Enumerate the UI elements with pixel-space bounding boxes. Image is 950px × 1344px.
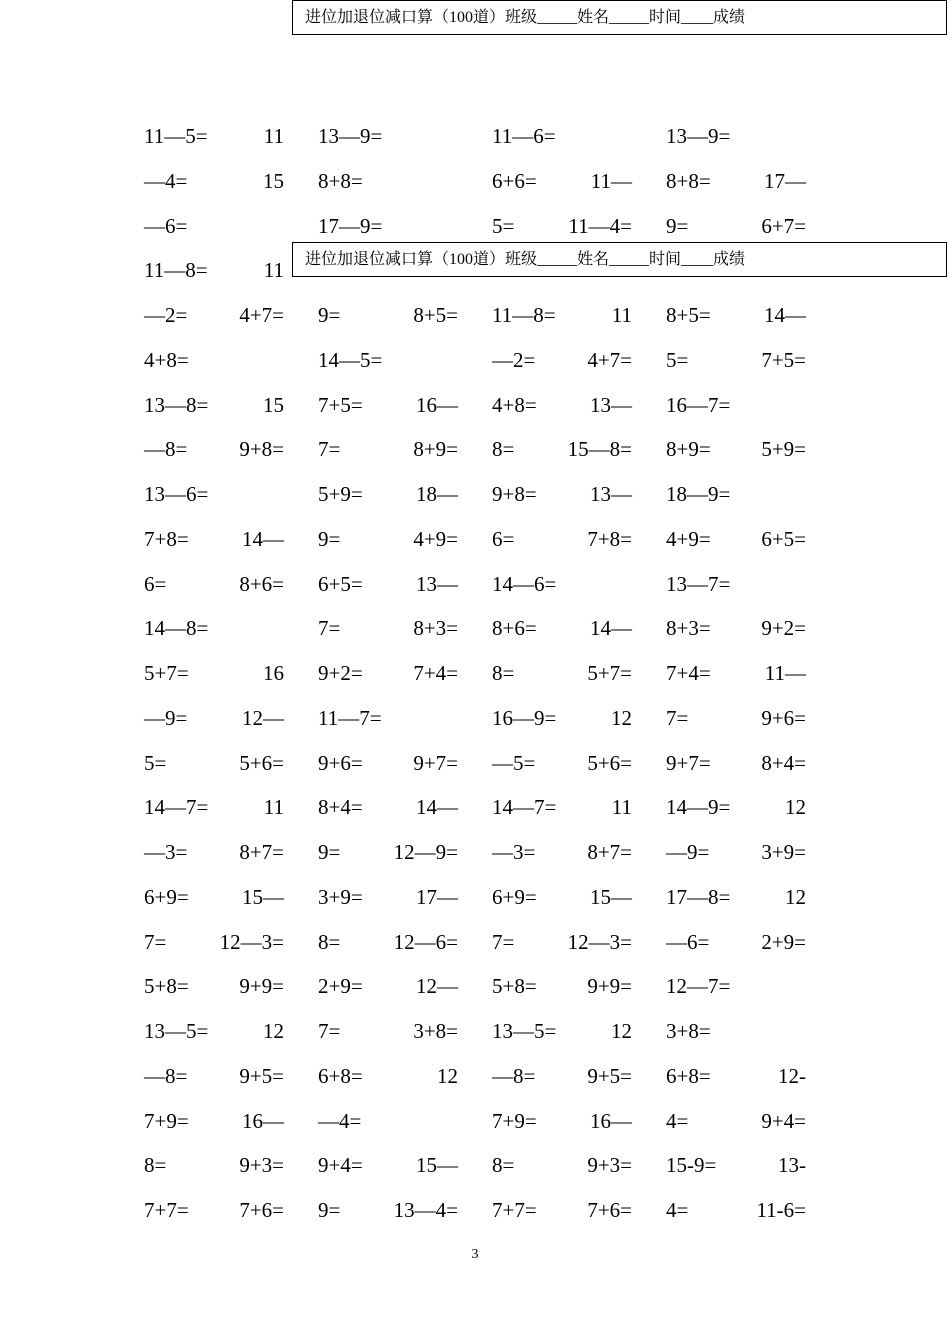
problem-cell: 12-	[778, 1063, 806, 1088]
problem-cell: 8=	[492, 661, 515, 685]
problem-cell: 4=	[666, 1198, 689, 1222]
problem-cell: 13—	[590, 482, 632, 506]
problem-cell: 16—	[242, 1108, 284, 1133]
worksheet-header-top: 进位加退位减口算（100道）班级_____姓名_____时间____成绩	[292, 0, 947, 35]
problem-cell: 9=	[666, 213, 689, 238]
problem-cell: 7+7=	[492, 1198, 537, 1222]
problem-cell: 4+9=	[666, 526, 711, 551]
problem-cell: 11—	[764, 661, 806, 685]
problem-cell: 9+2=	[318, 661, 363, 685]
problem-cell: 15—	[416, 1153, 458, 1178]
problem-cell: 9=	[318, 840, 341, 864]
problem-cell: 9+2=	[761, 616, 806, 641]
problem-row	[144, 785, 814, 830]
problem-cell: 12	[611, 705, 632, 730]
problem-cell: —9=	[666, 840, 710, 864]
problem-cell: 8+5=	[413, 303, 458, 327]
problem-cell: 17—8=	[666, 884, 731, 909]
problem-cell: 9=	[318, 1198, 341, 1222]
problem-cell: 9+7=	[666, 750, 711, 775]
problem-cell: 9+8=	[492, 482, 537, 506]
problem-cell: 8+8=	[318, 168, 363, 193]
problem-cell: —8=	[144, 437, 188, 462]
problem-cell: 12—7=	[666, 974, 731, 999]
problem-cell: 7=	[144, 929, 167, 954]
problem-cell: 17—9=	[318, 213, 383, 238]
problem-cell: 16—	[590, 1108, 632, 1133]
problem-cell: 11—	[590, 168, 632, 193]
worksheet-header-overlay: 进位加退位减口算（100道）班级_____姓名_____时间____成绩	[292, 242, 947, 277]
problem-cell: —4=	[318, 1108, 362, 1133]
problem-row	[144, 920, 814, 965]
problem-cell: 5+9=	[761, 437, 806, 462]
problem-cell: 4=	[666, 1108, 689, 1133]
problem-cell: 12—3=	[567, 929, 632, 954]
problem-row	[144, 383, 814, 428]
problem-cell: 9+6=	[318, 750, 363, 775]
problem-row	[144, 1009, 814, 1054]
problem-cell: 7+4=	[666, 661, 711, 685]
problem-cell: —9=	[144, 705, 188, 730]
problem-cell: 13—4=	[393, 1198, 458, 1222]
problem-cell: 17—	[764, 168, 806, 193]
problem-cell: 12—	[242, 705, 284, 730]
problem-cell: 8+9=	[666, 437, 711, 462]
problem-cell: 11	[611, 795, 632, 820]
problem-cell: 12—3=	[219, 929, 284, 954]
problem-cell: 13—	[590, 392, 632, 417]
problem-cell: 16—7=	[666, 392, 731, 417]
problem-row	[144, 114, 814, 159]
problem-cell: 12	[437, 1063, 458, 1088]
problem-row	[144, 517, 814, 562]
problem-cell: 7+8=	[144, 526, 189, 551]
problem-cell: 11—6=	[492, 124, 556, 148]
problem-cell: 6+8=	[666, 1063, 711, 1088]
problem-cell: 12	[785, 884, 806, 909]
problem-cell: 11—8=	[492, 303, 556, 327]
problem-row	[144, 1188, 814, 1233]
problem-cell: 7+7=	[144, 1198, 189, 1222]
problem-cell: 9+7=	[413, 750, 458, 775]
problem-cell: 14—7=	[492, 795, 557, 820]
problem-cell: —5=	[492, 750, 536, 775]
problem-cell: 14—	[764, 303, 806, 327]
problem-cell: 12	[263, 1019, 284, 1043]
problem-cell: 14—7=	[144, 795, 209, 820]
problem-cell: 15-9=	[666, 1153, 717, 1178]
problem-cell: 5=	[492, 213, 515, 238]
problem-cell: 15	[263, 392, 284, 417]
problem-cell: 14—	[416, 795, 458, 820]
problem-cell: 6+7=	[761, 213, 806, 238]
problem-cell: 7=	[666, 705, 689, 730]
problem-cell: 18—9=	[666, 482, 731, 506]
problem-cell: 11—7=	[318, 705, 382, 730]
problem-cell: 13—5=	[492, 1019, 557, 1043]
problem-cell: 13—	[416, 571, 458, 596]
problem-cell: 6+9=	[144, 884, 189, 909]
problem-cell: —6=	[144, 213, 188, 238]
problem-cell: 9+5=	[239, 1063, 284, 1088]
problem-cell: 14—9=	[666, 795, 731, 820]
problem-row	[144, 159, 814, 204]
problem-cell: 8+7=	[239, 840, 284, 864]
problem-cell: 4+7=	[587, 347, 632, 372]
problem-cell: 5+8=	[144, 974, 189, 999]
problem-row	[144, 427, 814, 472]
problem-cell: 5+8=	[492, 974, 537, 999]
problem-cell: 11	[611, 303, 632, 327]
problem-cell: 14—	[242, 526, 284, 551]
problem-row	[144, 875, 814, 920]
problem-cell: 8+3=	[666, 616, 711, 641]
problem-cell: 6+5=	[761, 526, 806, 551]
problem-row	[144, 562, 814, 607]
problem-cell: 7=	[318, 1019, 341, 1043]
problem-cell: 11	[263, 258, 284, 283]
problem-row	[144, 741, 814, 786]
problem-cell: 9+9=	[239, 974, 284, 999]
problem-cell: —4=	[144, 168, 188, 193]
problem-row	[144, 964, 814, 1009]
problem-cell: 8+4=	[761, 750, 806, 775]
problem-cell: 4+8=	[492, 392, 537, 417]
problem-cell: 5+7=	[587, 661, 632, 685]
problem-row	[144, 472, 814, 517]
problem-cell: 13—5=	[144, 1019, 209, 1043]
problem-cell: 4+8=	[144, 347, 189, 372]
problem-cell: 8=	[492, 1153, 515, 1178]
problem-cell: 13—7=	[666, 571, 731, 596]
problem-cell: —2=	[492, 347, 536, 372]
problem-cell: 7+4=	[413, 661, 458, 685]
problem-cell: 7+9=	[492, 1108, 537, 1133]
problem-cell: 13-	[778, 1153, 806, 1178]
problem-cell: 8+9=	[413, 437, 458, 462]
problem-cell: 14—8=	[144, 616, 209, 641]
problem-cell: 9+4=	[761, 1108, 806, 1133]
problem-cell: —8=	[492, 1063, 536, 1088]
problem-cell: 15—8=	[567, 437, 632, 462]
problem-cell: 2+9=	[318, 974, 363, 999]
arithmetic-problem-grid	[144, 114, 814, 1233]
problem-cell: 16—	[416, 392, 458, 417]
problem-cell: 9=	[318, 526, 341, 551]
problem-cell: 7+6=	[587, 1198, 632, 1222]
problem-cell: 9+3=	[239, 1153, 284, 1178]
problem-cell: 7=	[318, 616, 341, 641]
problem-cell: 8+6=	[239, 571, 284, 596]
problem-cell: 3+8=	[666, 1019, 711, 1043]
problem-cell: 12	[785, 795, 806, 820]
problem-cell: 6+5=	[318, 571, 363, 596]
problem-cell: 12	[611, 1019, 632, 1043]
problem-cell: 12—	[416, 974, 458, 999]
problem-cell: 8+5=	[666, 303, 711, 327]
problem-cell: 5+7=	[144, 661, 189, 685]
problem-cell: 5=	[666, 347, 689, 372]
problem-cell: 6=	[492, 526, 515, 551]
problem-row	[144, 1099, 814, 1144]
problem-cell: 4+7=	[239, 303, 284, 327]
problem-cell: 15	[263, 168, 284, 193]
problem-cell: 8=	[492, 437, 515, 462]
problem-cell: 9+6=	[761, 705, 806, 730]
problem-cell: 13—9=	[318, 124, 383, 148]
problem-cell: 9+5=	[587, 1063, 632, 1088]
problem-cell: 18—	[416, 482, 458, 506]
problem-cell: 11—4=	[568, 213, 632, 238]
problem-cell: 6+9=	[492, 884, 537, 909]
problem-cell: 15—	[242, 884, 284, 909]
problem-cell: 7+9=	[144, 1108, 189, 1133]
problem-row	[144, 830, 814, 875]
problem-cell: 11—5=	[144, 124, 208, 148]
problem-cell: 9=	[318, 303, 341, 327]
problem-cell: 12—6=	[393, 929, 458, 954]
problem-cell: 8=	[318, 929, 341, 954]
problem-cell: 5+9=	[318, 482, 363, 506]
problem-row	[144, 1143, 814, 1188]
problem-cell: —2=	[144, 303, 188, 327]
problem-cell: 13—6=	[144, 482, 209, 506]
problem-cell: 7+6=	[239, 1198, 284, 1222]
problem-row	[144, 606, 814, 651]
problem-cell: 6+8=	[318, 1063, 363, 1088]
problem-cell: 3+9=	[318, 884, 363, 909]
problem-cell: 13—9=	[666, 124, 731, 148]
problem-cell: 16—9=	[492, 705, 557, 730]
problem-cell: 14—	[590, 616, 632, 641]
problem-cell: 9+4=	[318, 1153, 363, 1178]
problem-cell: 7+8=	[587, 526, 632, 551]
problem-cell: 8=	[144, 1153, 167, 1178]
problem-cell: 17—	[416, 884, 458, 909]
problem-cell: 8+3=	[413, 616, 458, 641]
problem-cell: —6=	[666, 929, 710, 954]
problem-cell: 9+8=	[239, 437, 284, 462]
problem-cell: 11—8=	[144, 258, 208, 283]
problem-row	[144, 651, 814, 696]
problem-cell: 4+9=	[413, 526, 458, 551]
problem-cell: 16	[263, 661, 284, 685]
problem-cell: 2+9=	[761, 929, 806, 954]
problem-cell: —3=	[492, 840, 536, 864]
problem-cell: —8=	[144, 1063, 188, 1088]
problem-cell: 7+5=	[761, 347, 806, 372]
problem-cell: 5+6=	[239, 750, 284, 775]
problem-cell: 15—	[590, 884, 632, 909]
problem-cell: 8+4=	[318, 795, 363, 820]
problem-cell: 11-6=	[756, 1198, 806, 1222]
problem-cell: 3+9=	[761, 840, 806, 864]
problem-row	[144, 293, 814, 338]
problem-cell: 3+8=	[413, 1019, 458, 1043]
problem-cell: 6+6=	[492, 168, 537, 193]
page-number: 3	[471, 1247, 479, 1262]
problem-cell: 8+6=	[492, 616, 537, 641]
problem-cell: 12—9=	[393, 840, 458, 864]
problem-cell: 8+8=	[666, 168, 711, 193]
problem-cell: 7=	[318, 437, 341, 462]
problem-cell: 11	[263, 795, 284, 820]
problem-cell: 7+5=	[318, 392, 363, 417]
problem-cell: —3=	[144, 840, 188, 864]
problem-cell: 9+3=	[587, 1153, 632, 1178]
problem-row	[144, 1054, 814, 1099]
problem-cell: 7=	[492, 929, 515, 954]
problem-cell: 9+9=	[587, 974, 632, 999]
problem-cell: 11	[263, 124, 284, 148]
problem-row	[144, 696, 814, 741]
problem-cell: 6=	[144, 571, 167, 596]
problem-row	[144, 338, 814, 383]
problem-cell: 14—6=	[492, 571, 557, 596]
problem-cell: 13—8=	[144, 392, 209, 417]
problem-cell: 5=	[144, 750, 167, 775]
problem-cell: 14—5=	[318, 347, 383, 372]
problem-cell: 5+6=	[587, 750, 632, 775]
problem-cell: 8+7=	[587, 840, 632, 864]
